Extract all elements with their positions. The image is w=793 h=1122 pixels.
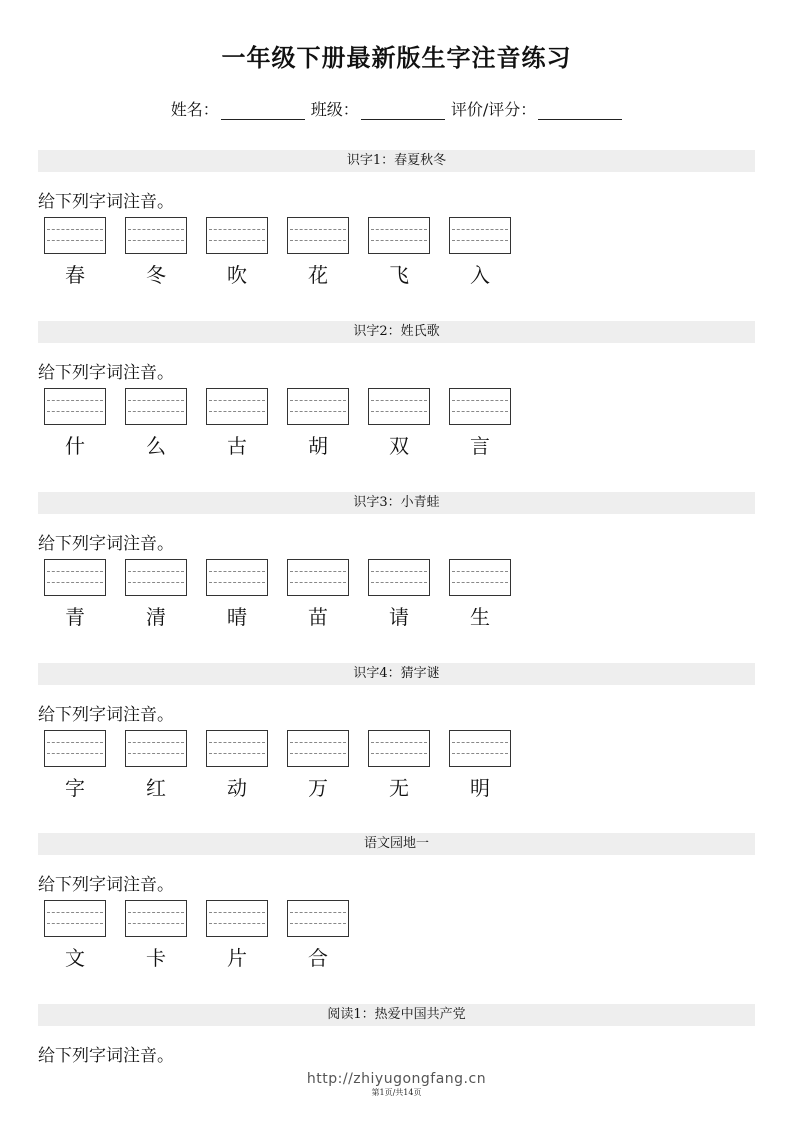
pinyin-box[interactable]	[368, 388, 430, 425]
pinyin-guide-line	[452, 240, 508, 241]
pinyin-guide-line	[452, 411, 508, 412]
hanzi-character: 么	[146, 434, 166, 458]
section-instruction: 给下列字词注音。	[38, 705, 174, 725]
hanzi-character: 青	[65, 605, 85, 629]
pinyin-guide-line	[371, 400, 427, 401]
pinyin-box[interactable]	[449, 217, 511, 254]
character-cell	[287, 388, 349, 459]
pinyin-guide-line	[47, 411, 103, 412]
pinyin-guide-line	[47, 400, 103, 401]
score-field	[451, 97, 622, 120]
pinyin-guide-line	[452, 400, 508, 401]
pinyin-box[interactable]	[287, 730, 349, 767]
character-cell	[125, 900, 187, 971]
pinyin-box[interactable]	[44, 559, 106, 596]
pinyin-box[interactable]	[125, 559, 187, 596]
character-cell	[449, 388, 511, 459]
pinyin-guide-line	[290, 229, 346, 230]
pinyin-box[interactable]	[368, 730, 430, 767]
pinyin-guide-line	[128, 240, 184, 241]
character-cell	[125, 217, 187, 288]
footer-page-number: 第1页/共14页	[371, 1088, 422, 1097]
pinyin-guide-line	[47, 912, 103, 913]
pinyin-box[interactable]	[206, 900, 268, 937]
pinyin-guide-line	[371, 411, 427, 412]
pinyin-guide-line	[209, 742, 265, 743]
section-heading: 识字1：春夏秋冬	[38, 150, 755, 172]
character-cell	[287, 559, 349, 630]
section-heading: 识字3：小青蛙	[38, 492, 755, 514]
section-heading: 识字4：猜字谜	[38, 663, 755, 685]
hanzi-character: 冬	[146, 263, 166, 287]
pinyin-guide-line	[47, 571, 103, 572]
pinyin-box[interactable]	[125, 900, 187, 937]
section-heading: 语文园地一	[38, 833, 755, 855]
hanzi-character: 胡	[308, 434, 328, 458]
pinyin-box[interactable]	[449, 559, 511, 596]
section-instruction: 给下列字词注音。	[38, 192, 174, 212]
hanzi-character: 明	[470, 776, 490, 800]
hanzi-character: 合	[308, 946, 328, 970]
section-instruction: 给下列字词注音。	[38, 534, 174, 554]
pinyin-box[interactable]	[125, 388, 187, 425]
hanzi-character: 动	[227, 776, 247, 800]
pinyin-guide-line	[209, 411, 265, 412]
character-cell	[206, 559, 268, 630]
character-cell	[125, 388, 187, 459]
hanzi-character: 花	[308, 263, 328, 287]
character-cell	[368, 730, 430, 801]
pinyin-box[interactable]	[44, 388, 106, 425]
pinyin-guide-line	[452, 229, 508, 230]
pinyin-guide-line	[209, 229, 265, 230]
character-cell	[368, 559, 430, 630]
pinyin-guide-line	[209, 571, 265, 572]
pinyin-box[interactable]	[368, 559, 430, 596]
pinyin-guide-line	[209, 912, 265, 913]
pinyin-box[interactable]	[287, 217, 349, 254]
character-cell	[206, 730, 268, 801]
name-field	[171, 97, 305, 120]
character-cell	[368, 388, 430, 459]
pinyin-guide-line	[290, 400, 346, 401]
character-cell	[125, 730, 187, 801]
footer-url: http://zhiyugongfang.cn	[306, 1071, 487, 1087]
section-heading: 识字2：姓氏歌	[38, 321, 755, 343]
pinyin-box[interactable]	[206, 217, 268, 254]
class-field	[311, 97, 445, 120]
pinyin-guide-line	[47, 240, 103, 241]
pinyin-guide-line	[128, 753, 184, 754]
pinyin-guide-line	[290, 753, 346, 754]
hanzi-character: 入	[470, 263, 490, 287]
pinyin-guide-line	[128, 400, 184, 401]
pinyin-guide-line	[290, 923, 346, 924]
pinyin-guide-line	[128, 912, 184, 913]
hanzi-character: 字	[65, 776, 85, 800]
pinyin-guide-line	[290, 912, 346, 913]
score-label: 评价/评分：	[450, 100, 537, 119]
section-instruction: 给下列字词注音。	[38, 875, 174, 895]
pinyin-guide-line	[47, 742, 103, 743]
character-cell	[449, 559, 511, 630]
pinyin-guide-line	[452, 582, 508, 583]
hanzi-character: 晴	[227, 605, 247, 629]
section-instruction: 给下列字词注音。	[38, 1046, 174, 1066]
pinyin-guide-line	[128, 923, 184, 924]
hanzi-character: 春	[65, 263, 85, 287]
character-cell	[125, 559, 187, 630]
hanzi-character: 言	[470, 434, 490, 458]
pinyin-guide-line	[290, 582, 346, 583]
pinyin-guide-line	[47, 923, 103, 924]
pinyin-guide-line	[290, 571, 346, 572]
pinyin-box[interactable]	[44, 900, 106, 937]
pinyin-guide-line	[209, 923, 265, 924]
pinyin-guide-line	[452, 742, 508, 743]
hanzi-character: 飞	[389, 263, 409, 287]
hanzi-character: 无	[389, 776, 409, 800]
pinyin-box[interactable]	[206, 388, 268, 425]
pinyin-box[interactable]	[206, 730, 268, 767]
section-heading: 阅读1：热爱中国共产党	[38, 1004, 755, 1026]
hanzi-character: 文	[65, 946, 85, 970]
pinyin-guide-line	[452, 571, 508, 572]
pinyin-guide-line	[371, 582, 427, 583]
pinyin-box[interactable]	[287, 559, 349, 596]
pinyin-box[interactable]	[44, 730, 106, 767]
character-cell	[206, 388, 268, 459]
pinyin-box[interactable]	[449, 730, 511, 767]
pinyin-guide-line	[209, 400, 265, 401]
hanzi-character: 片	[227, 946, 247, 970]
class-label: 班级：	[310, 100, 359, 119]
character-cell	[44, 217, 106, 288]
hanzi-character: 卡	[146, 946, 166, 970]
section-instruction: 给下列字词注音。	[38, 363, 174, 383]
hanzi-character: 什	[65, 434, 85, 458]
character-cell	[44, 388, 106, 459]
pinyin-box[interactable]	[287, 900, 349, 937]
pinyin-guide-line	[452, 753, 508, 754]
pinyin-guide-line	[290, 742, 346, 743]
character-cell	[449, 217, 511, 288]
pinyin-box[interactable]	[44, 217, 106, 254]
pinyin-guide-line	[128, 582, 184, 583]
pinyin-box[interactable]	[449, 388, 511, 425]
hanzi-character: 生	[470, 605, 490, 629]
pinyin-guide-line	[128, 742, 184, 743]
pinyin-guide-line	[209, 240, 265, 241]
hanzi-character: 清	[146, 605, 166, 629]
pinyin-guide-line	[47, 229, 103, 230]
name-label: 姓名：	[170, 100, 219, 119]
character-cell	[206, 900, 268, 971]
pinyin-guide-line	[128, 571, 184, 572]
character-cell	[287, 217, 349, 288]
character-cell	[44, 900, 106, 971]
pinyin-guide-line	[371, 229, 427, 230]
student-info-row	[0, 96, 793, 120]
pinyin-guide-line	[209, 753, 265, 754]
character-cell	[287, 730, 349, 801]
hanzi-character: 古	[227, 434, 247, 458]
hanzi-character: 苗	[308, 605, 328, 629]
name-blank[interactable]	[221, 101, 305, 120]
score-blank[interactable]	[538, 101, 622, 120]
character-cell	[449, 730, 511, 801]
pinyin-guide-line	[371, 742, 427, 743]
pinyin-guide-line	[371, 753, 427, 754]
pinyin-box[interactable]	[368, 217, 430, 254]
character-cell	[44, 730, 106, 801]
page-title: 一年级下册最新版生字注音练习	[221, 44, 572, 72]
hanzi-character: 红	[146, 776, 166, 800]
pinyin-guide-line	[128, 229, 184, 230]
character-cell	[206, 217, 268, 288]
pinyin-guide-line	[371, 571, 427, 572]
pinyin-guide-line	[47, 753, 103, 754]
pinyin-guide-line	[209, 582, 265, 583]
pinyin-guide-line	[47, 582, 103, 583]
hanzi-character: 吹	[227, 263, 247, 287]
character-cell	[44, 559, 106, 630]
pinyin-box[interactable]	[125, 217, 187, 254]
character-cell	[368, 217, 430, 288]
character-cell	[287, 900, 349, 971]
pinyin-guide-line	[128, 411, 184, 412]
pinyin-box[interactable]	[125, 730, 187, 767]
hanzi-character: 万	[308, 776, 328, 800]
hanzi-character: 请	[389, 605, 409, 629]
hanzi-character: 双	[389, 434, 409, 458]
pinyin-box[interactable]	[206, 559, 268, 596]
pinyin-box[interactable]	[287, 388, 349, 425]
pinyin-guide-line	[290, 240, 346, 241]
pinyin-guide-line	[290, 411, 346, 412]
class-blank[interactable]	[361, 101, 445, 120]
pinyin-guide-line	[371, 240, 427, 241]
